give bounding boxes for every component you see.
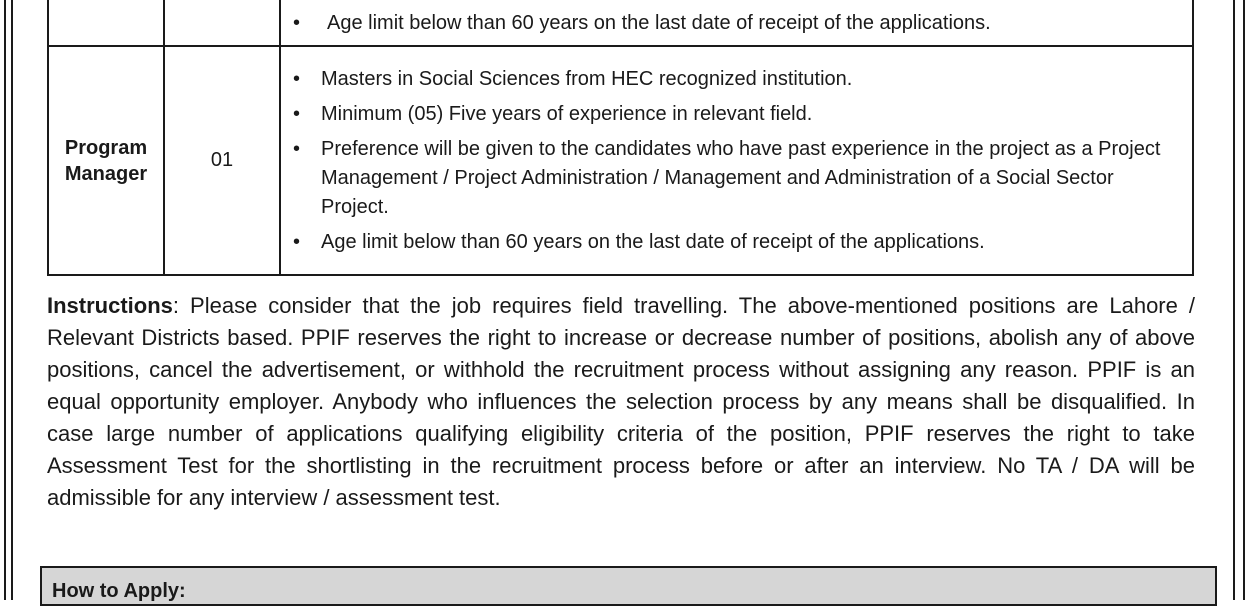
- requirements-cell: [280, 0, 1193, 46]
- position-title: [48, 0, 164, 46]
- position-count: 01: [164, 46, 280, 275]
- requirement-item: • Preference will be given to the candidates who have past experience in the project as a Project Management / Project Administration / Management and Administration of a Social Sector Project.: [289, 135, 1186, 222]
- how-to-apply-heading: How to Apply:: [52, 580, 186, 602]
- table-row: [48, 46, 1193, 275]
- instructions-text: : Please consider that the job requires field travelling. The above-mentioned positions are Lahore / Relevant Districts based. PPIF reserves the right to increase or decrease number of positions, abolish any of above positions, cancel the advertisement, or withhold the recruitment process without assigning any reason. PPIF is an equal opportunity employer. Anybody who influences the selection process by any means shall be disqualified. In case large number of applications qualifying eligibility criteria of the position, PPIF reserves the right to take Assessment Test for the shortlisting in the recruitment process before or after an interview. No TA / DA will be admissible for any interview / assessment test.: [47, 293, 1195, 510]
- requirement-item: • Age limit below than 60 years on the last date of receipt of the applications.: [289, 9, 1186, 45]
- instructions-label: Instructions: [47, 293, 173, 318]
- requirements-list: [289, 65, 1186, 257]
- position-title: Program Manager: [48, 46, 164, 275]
- requirements-cell: [280, 46, 1193, 275]
- position-count: [164, 0, 280, 46]
- requirement-item: • Minimum (05) Five years of experience in relevant field.: [289, 100, 1186, 129]
- page-border-right: [1233, 0, 1245, 600]
- requirements-list: [289, 9, 1186, 45]
- how-to-apply-section: [40, 566, 1217, 606]
- positions-table: [47, 0, 1194, 276]
- table-row: [48, 0, 1193, 46]
- page-border-left: [4, 0, 13, 600]
- instructions-paragraph: [47, 290, 1195, 514]
- requirement-item: • Masters in Social Sciences from HEC recognized institution.: [289, 65, 1186, 94]
- requirement-item: • Age limit below than 60 years on the last date of receipt of the applications.: [289, 228, 1186, 257]
